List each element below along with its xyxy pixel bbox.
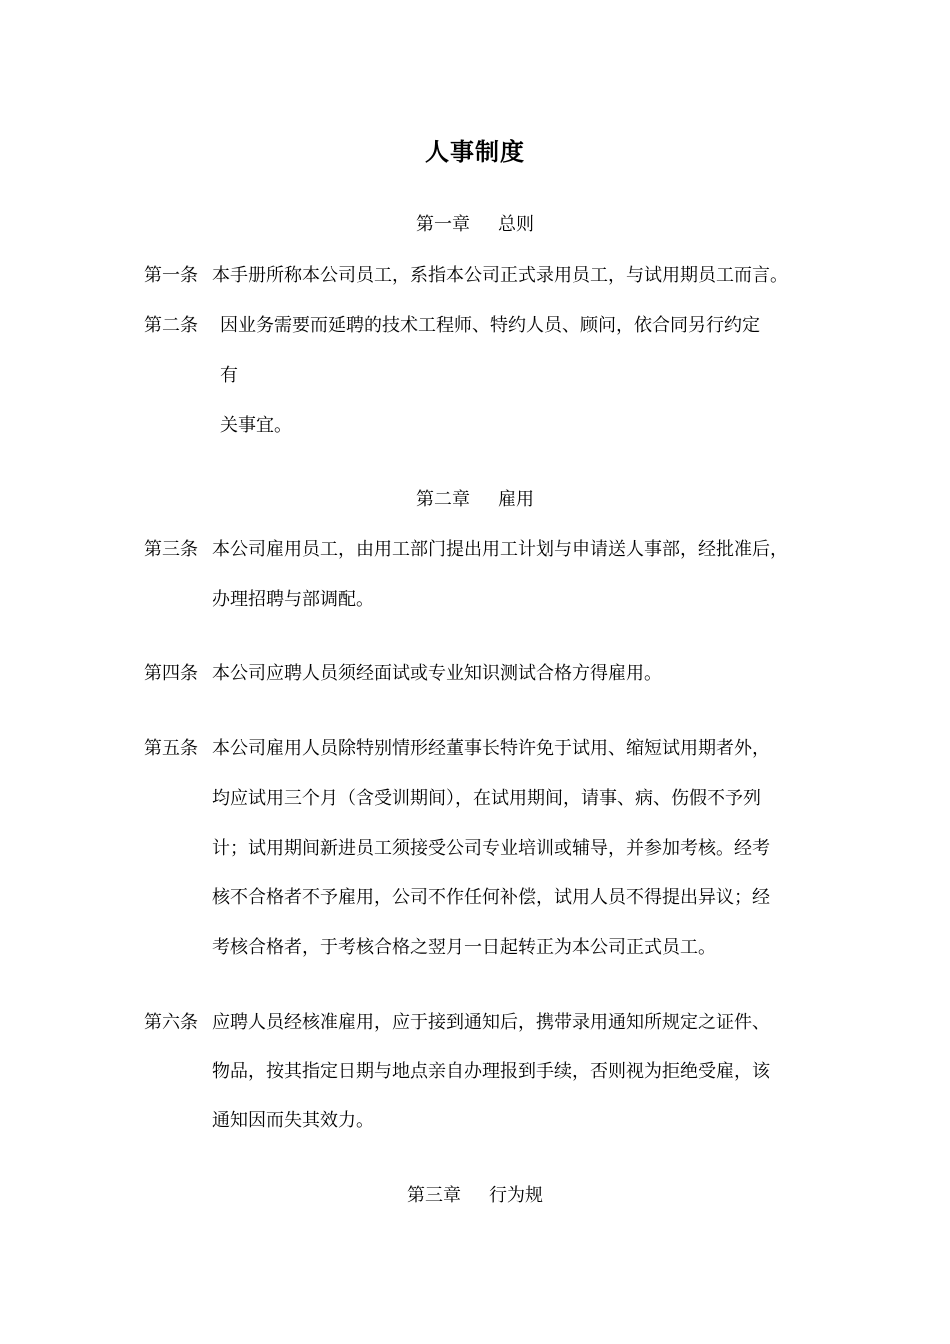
chapter-number: 第二章 — [416, 489, 470, 510]
article-2-line-3: 关事宜。 — [220, 415, 292, 436]
chapter-heading-2 — [0, 487, 950, 513]
article-5-line-5: 考核合格者，于考核合格之翌月一日起转正为本公司正式员工。 — [212, 937, 716, 958]
chapter-heading-3 — [0, 1183, 950, 1209]
article-label-3: 第三条 — [144, 539, 198, 560]
article-5-line-2: 均应试用三个月（含受训期间），在试用期间，请事、病、伤假不予列 — [212, 788, 761, 809]
article-label-6: 第六条 — [144, 1012, 198, 1033]
article-label-1: 第一条 — [144, 265, 198, 286]
chapter-number: 第一章 — [416, 214, 470, 235]
article-2-line-2: 有 — [220, 365, 238, 386]
article-2-line-1: 因业务需要而延聘的技术工程师、特约人员、顾问，依合同另行约定 — [220, 315, 760, 336]
article-label-2: 第二条 — [144, 315, 198, 336]
article-3-line-1: 本公司雇用员工，由用工部门提出用工计划与申请送人事部，经批准后， — [212, 539, 788, 560]
chapter-name: 行为规 — [489, 1185, 543, 1206]
article-6-line-1: 应聘人员经核准雇用，应于接到通知后，携带录用通知所规定之证件、 — [212, 1012, 770, 1033]
article-5-line-4: 核不合格者不予雇用，公司不作任何补偿，试用人员不得提出异议；经 — [212, 887, 770, 908]
article-6-line-3: 通知因而失其效力。 — [212, 1110, 374, 1131]
article-label-4: 第四条 — [144, 663, 198, 684]
article-4-line-1: 本公司应聘人员须经面试或专业知识测试合格方得雇用。 — [212, 663, 662, 684]
chapter-name: 雇用 — [498, 489, 534, 510]
chapter-name: 总则 — [498, 214, 534, 235]
article-5-line-1: 本公司雇用人员除特别情形经董事长特许免于试用、缩短试用期者外， — [212, 738, 770, 759]
chapter-number: 第三章 — [407, 1185, 461, 1206]
article-6-line-2: 物品，按其指定日期与地点亲自办理报到手续，否则视为拒绝受雇，该 — [212, 1061, 770, 1082]
article-5-line-3: 计；试用期间新进员工须接受公司专业培训或辅导，并参加考核。经考 — [212, 838, 770, 859]
article-3-line-2: 办理招聘与部调配。 — [212, 589, 374, 610]
article-label-5: 第五条 — [144, 738, 198, 759]
document-title: 人事制度 — [425, 138, 525, 166]
chapter-heading-1 — [0, 212, 950, 238]
article-1-line-1: 本手册所称本公司员工，系指本公司正式录用员工，与试用期员工而言。 — [212, 265, 788, 286]
